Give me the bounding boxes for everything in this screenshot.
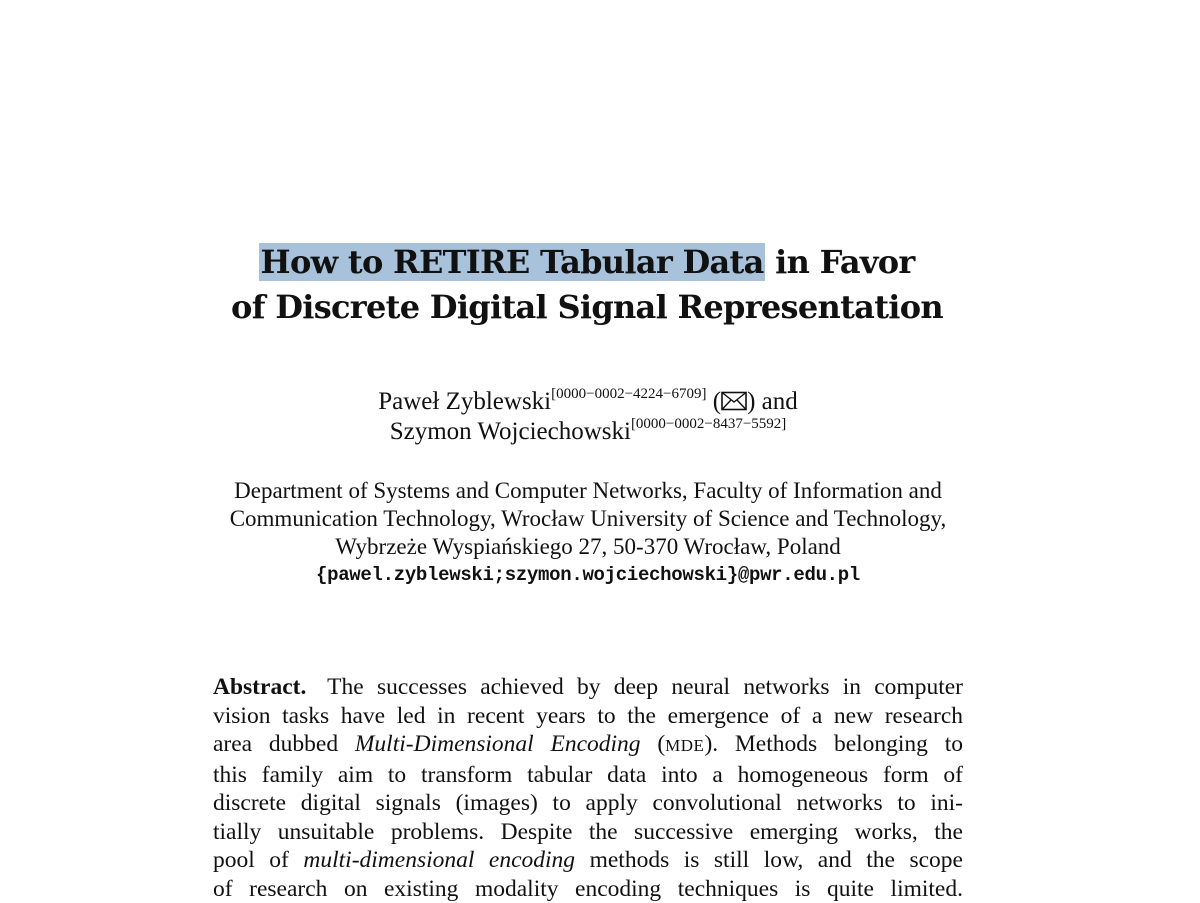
- abstract-term-encoding: multi-dimensional encoding: [303, 847, 576, 873]
- affiliation-line-2: Communication Technology, Wrocław University of Science and Technology,: [229, 506, 947, 531]
- author-2-orcid: [0000−0002−8437−5592]: [630, 416, 787, 432]
- abstract-line: [213, 846, 963, 875]
- abstract-line: [213, 730, 963, 761]
- abstract-text: area dubbed: [213, 731, 355, 757]
- abstract-line: discrete digital signals (images) to apply convolutional networks to ini-: [213, 790, 963, 816]
- title-highlight[interactable]: How to RETIRE Tabular Data: [260, 243, 764, 281]
- abstract-line: of research on existing modality encoding techniques is quite limited.: [213, 875, 963, 902]
- abstract-heading: Abstract.: [213, 674, 307, 700]
- abstract-term-mde: Multi-Dimensional Encoding: [354, 731, 641, 757]
- abstract-text: pool of: [213, 847, 304, 873]
- title-line2: of Discrete Digital Signal Representation: [231, 288, 943, 326]
- author-2-name: Szymon Wojciechowski: [389, 418, 631, 445]
- envelope-icon: [721, 391, 747, 411]
- abstract: [213, 673, 963, 903]
- mail-paren-open: (: [706, 388, 722, 415]
- mail-paren-close: ) and: [747, 388, 798, 415]
- abstract-text: (: [640, 731, 666, 757]
- abstract-line: tially unsuitable problems. Despite the successive emerging works, the: [213, 818, 963, 845]
- abstract-line: vision tasks have led in recent years to the emergence of a new research: [213, 702, 963, 729]
- author-list: [0, 387, 1176, 447]
- abstract-line: [213, 673, 963, 702]
- author-1-name: Paweł Zyblewski: [378, 388, 552, 415]
- abstract-line: this family aim to transform tabular data into a homogeneous form of: [213, 761, 963, 788]
- paper-title: [0, 240, 1174, 330]
- abstract-acronym: MDE: [665, 736, 705, 755]
- affiliation-line-3: Wybrzeże Wyspiańskiego 27, 50-370 Wrocław, Poland: [335, 534, 841, 559]
- affiliation-line-1: Department of Systems and Computer Networks, Faculty of Information and: [234, 478, 942, 503]
- abstract-text: methods is still low, and the scope: [575, 847, 963, 873]
- affiliation-block: [0, 477, 1176, 589]
- title-line1-rest: in Favor: [764, 243, 915, 281]
- abstract-text: ). Methods belonging to: [704, 731, 963, 757]
- author-1-orcid: [0000−0002−4224−6709]: [551, 386, 707, 402]
- abstract-line-1-text: The successes achieved by deep neural networks in computer: [327, 674, 963, 700]
- author-emails[interactable]: {pawel.zyblewski;szymon.wojciechowski}@pwr.edu.pl: [316, 564, 860, 586]
